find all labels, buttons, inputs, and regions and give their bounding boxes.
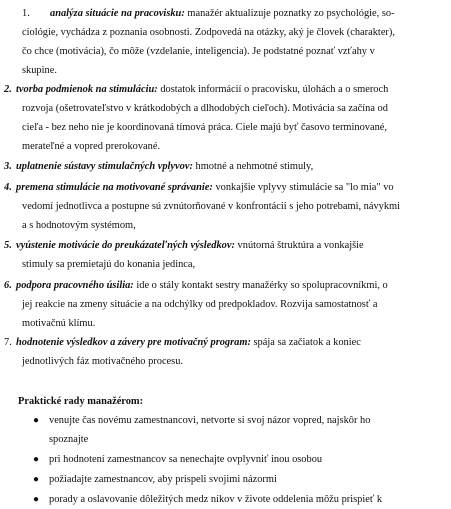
bullet-text: požiadajte zamestnancov, aby prispeli svojimi názormi <box>49 474 277 485</box>
item-text-line: jednotlivých fáz motivačného procesu. <box>22 356 183 367</box>
bullet-icon: ● <box>33 415 40 426</box>
item-heading: tvorba podmienok na stimuláciu: <box>16 84 158 95</box>
item-number: 6. <box>4 280 12 291</box>
bullet-text: pri hodnotení zamestnancov sa nenechajte ovplyvniť inou osobou <box>49 454 323 465</box>
item-text-line: vnútorná štruktúra a vonkajšie <box>234 240 364 251</box>
item-text-line: vedomí jednotlivca a postupne sú zvnútorňované v konfrontácii s jeho potrebami, návykmi <box>22 201 401 212</box>
item-number: 4. <box>4 182 12 193</box>
item-text-line: merateľné a vopred prerokované. <box>22 141 161 152</box>
item-number: 2. <box>4 84 12 95</box>
bullet-text: porady a oslavovanie dôležitých medz níkov v živote oddelenia môžu prispieť k <box>49 494 383 505</box>
item-text-line: ide o stály kontakt sestry manažérky so spolupracovníkmi, o <box>133 280 388 291</box>
bullet-icon: ● <box>33 494 40 505</box>
item-text-line: dostatok informácií o pracovisku, úlohách a o smeroch <box>157 84 389 95</box>
item-text-line: a s hodnotovým systémom, <box>22 220 136 231</box>
item-text-line: vonkajšie vplyvy stimulácie sa "lo mia" vo <box>212 182 394 193</box>
item-heading: podpora pracovného úsilia: <box>16 280 134 291</box>
item-heading: uplatnenie sústavy stimulačných vplyvov: <box>16 161 193 172</box>
item-number: 3. <box>4 161 12 172</box>
item-text-line: rozvoja (ošetrovateľstvo v krátkodobých a dlhodobých cieľoch). Motivácia sa začína od <box>22 103 388 114</box>
item-heading: premena stimulácie na motivované správanie: <box>16 182 213 193</box>
item-text-line: manažér aktualizuje poznatky zo psychológie, so- <box>184 8 395 19</box>
bullet-icon: ● <box>33 454 40 465</box>
item-text-line: stimuly sa premietajú do konania jedinca, <box>22 259 196 270</box>
item-heading: vyústenie motivácie do preukázateľných výsledkov: <box>16 240 235 251</box>
item-text-line: hmotné a nehmotné stimuly, <box>192 161 314 172</box>
item-text-line: čo chce (motivácia), čo môže (vzdelanie, inteligencia). Je podstatné poznať vzťahy v <box>22 46 375 57</box>
item-text-line: cieľa - bez neho nie je koordinovaná tímová práca. Ciele majú byť časovo terminované, <box>22 122 387 133</box>
item-text-line: ciológie, vychádza z poznania osobnosti. Zodpovedá na otázky, aký je človek (charakter), <box>22 27 395 38</box>
item-number: 5. <box>4 240 12 251</box>
bullet-icon: ● <box>33 474 40 485</box>
item-text-line: spája sa začiatok a koniec <box>250 337 361 348</box>
item-number: 7. <box>4 337 12 348</box>
section-title: Praktické rady manažérom: <box>18 396 144 407</box>
item-heading: analýza situácie na pracovisku: <box>50 8 185 19</box>
bullet-text: venujte čas novému zamestnancovi, netvorte si svoj názor vopred, najskôr ho <box>49 415 371 426</box>
item-heading: hodnotenie výsledkov a závery pre motivačný program: <box>16 337 251 348</box>
item-number: 1. <box>22 8 30 19</box>
item-text-line: jej reakcie na zmeny situácie a na odchýlky od predpokladov. Rozvija samostatnosť a <box>22 299 378 310</box>
bullet-text: spoznajte <box>49 434 89 445</box>
item-text-line: motivačnú klímu. <box>22 318 96 329</box>
item-text-line: skupine. <box>22 65 57 76</box>
